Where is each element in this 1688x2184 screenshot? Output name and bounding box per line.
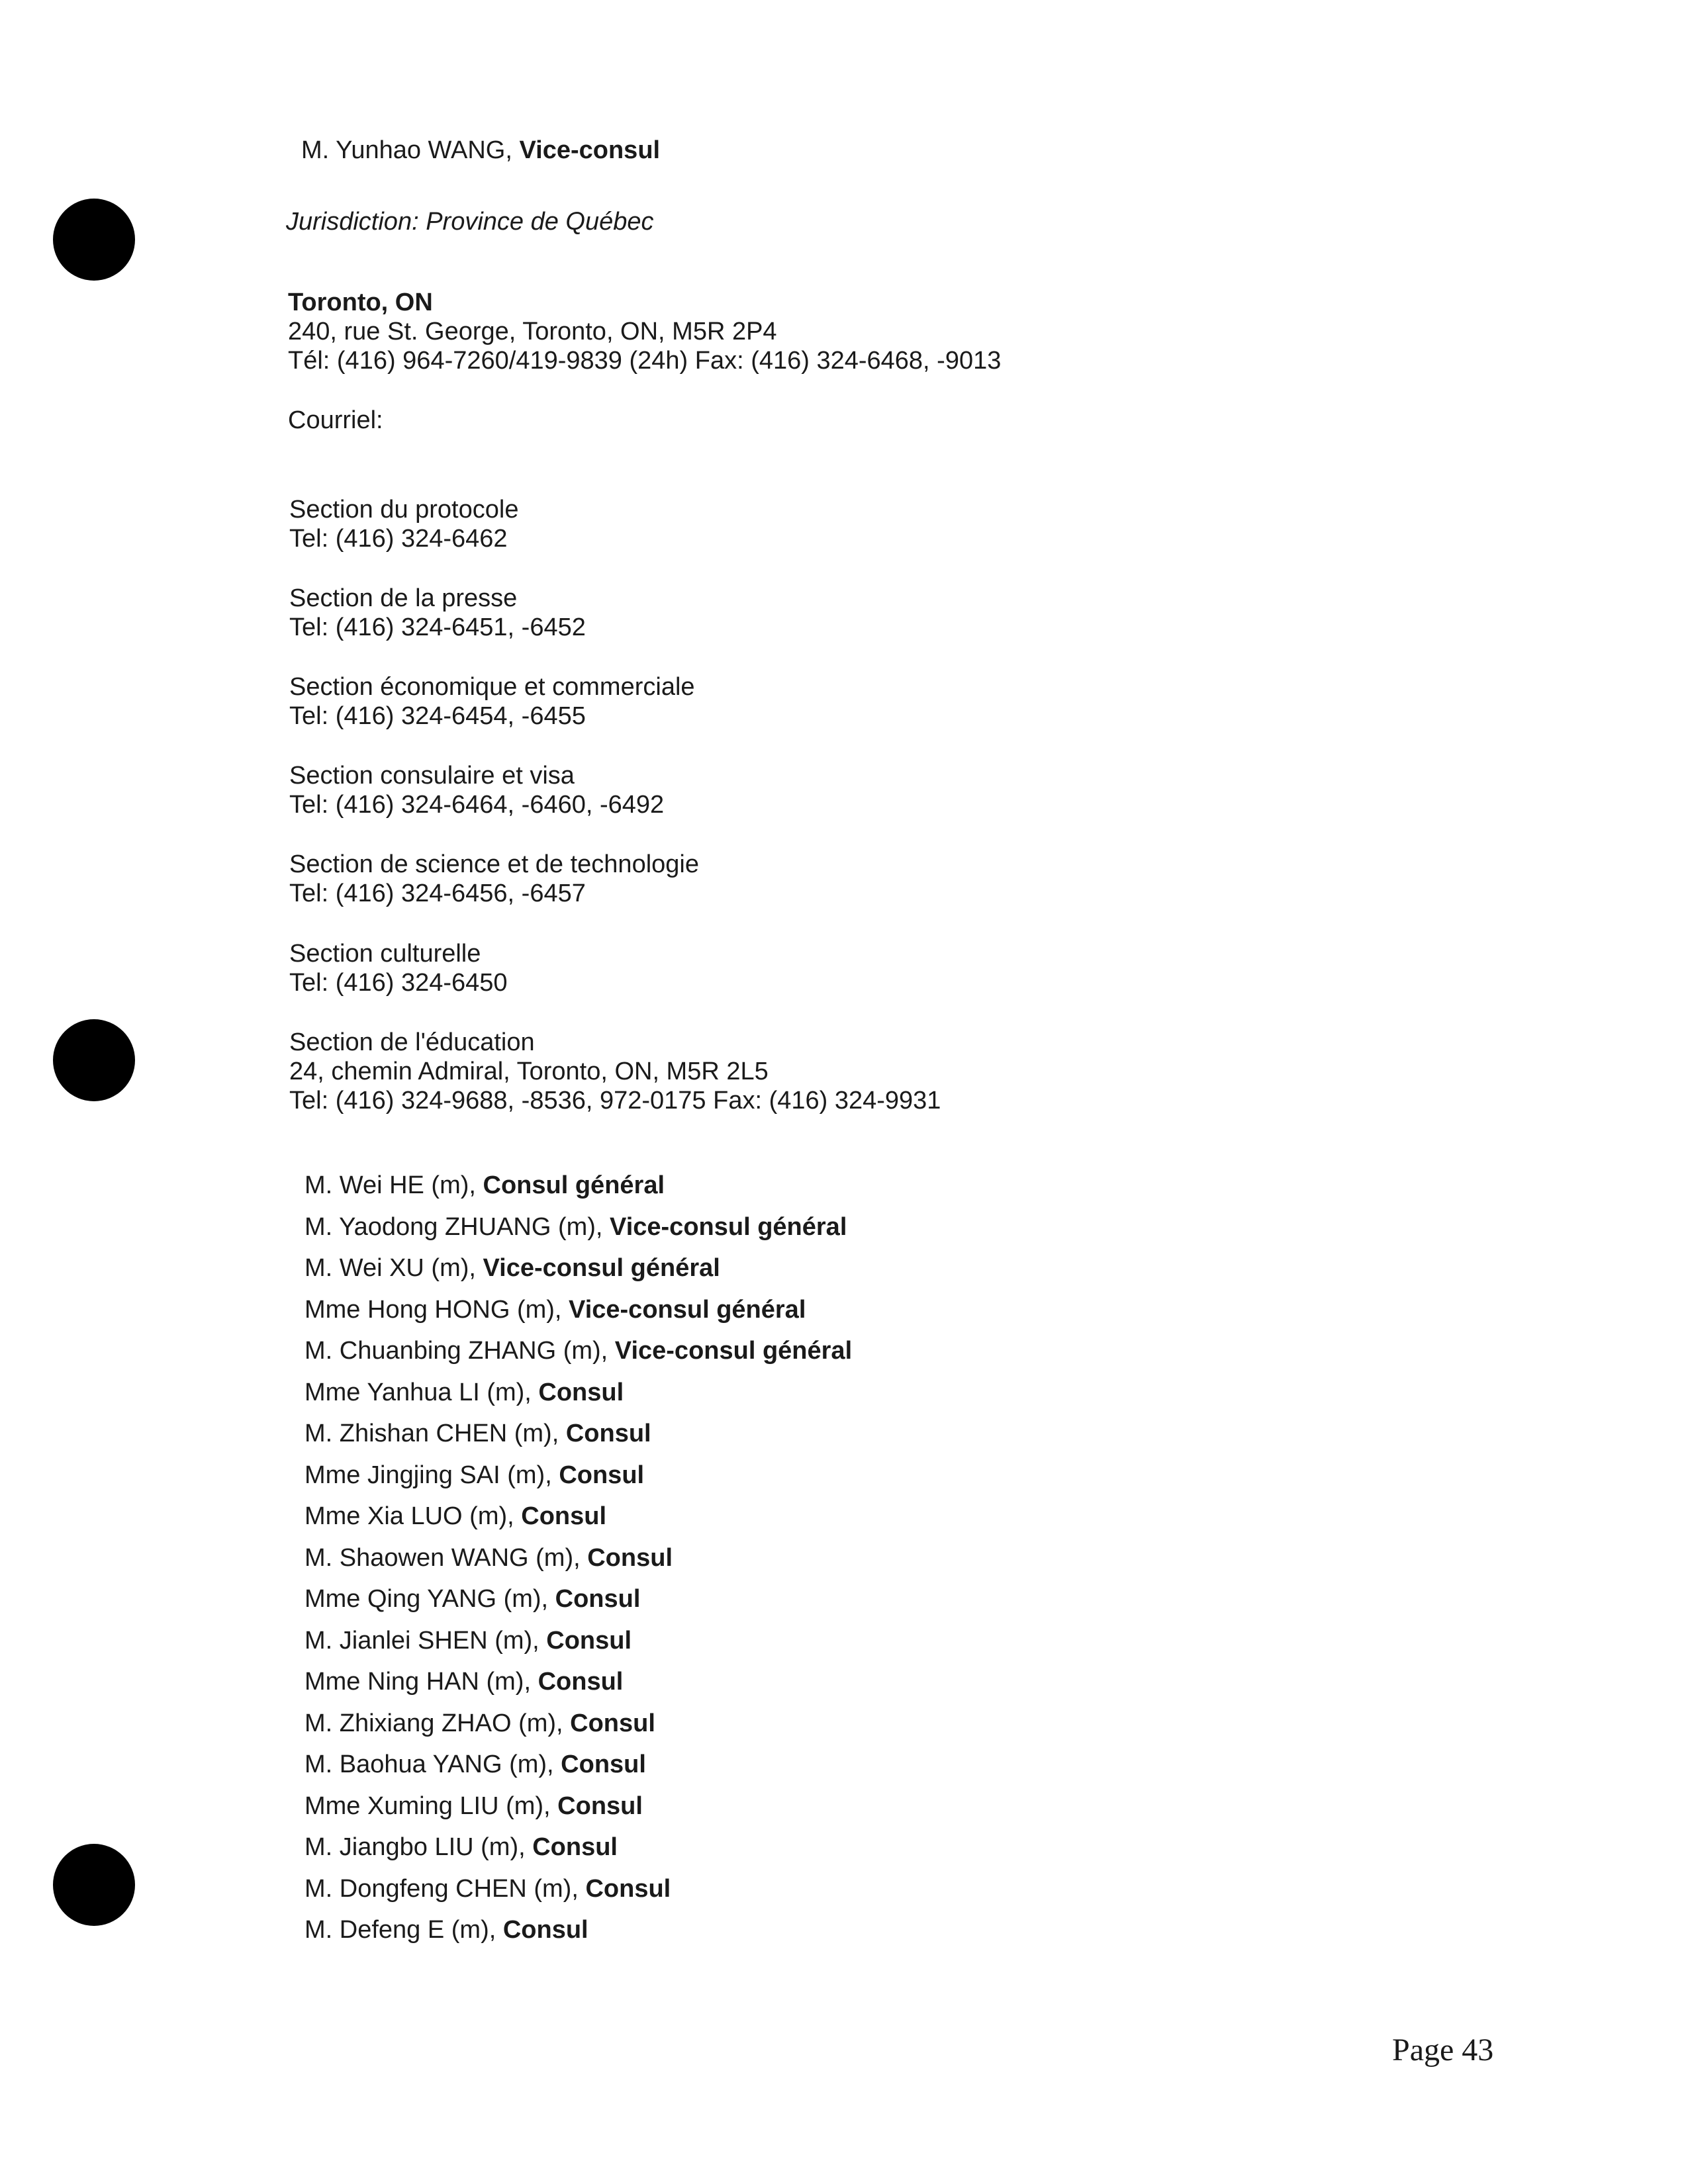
section-name: Section de science et de technologie <box>289 850 699 878</box>
section-name: Section économique et commerciale <box>289 673 695 701</box>
jurisdiction-line: Jurisdiction: Province de Québec <box>286 208 654 236</box>
section-phone: Tel: (416) 324-6451, -6452 <box>289 614 586 641</box>
list-item: M. Baohua YANG (m), Consul <box>305 1751 646 1778</box>
section-phone: Tel: (416) 324-6454, -6455 <box>289 702 586 730</box>
section-name: Section culturelle <box>289 940 481 968</box>
list-item: Mme Xuming LIU (m), Consul <box>305 1792 643 1820</box>
list-item: M. Wei HE (m), Consul général <box>305 1171 665 1199</box>
list-item: Mme Jingjing SAI (m), Consul <box>305 1461 645 1489</box>
list-item: M. Defeng E (m), Consul <box>305 1916 588 1944</box>
office-address: 240, rue St. George, Toronto, ON, M5R 2P4 <box>288 318 777 345</box>
section-phone: Tel: (416) 324-6462 <box>289 525 508 553</box>
section-name: Section du protocole <box>289 496 519 523</box>
list-item: M. Shaowen WANG (m), Consul <box>305 1543 673 1572</box>
top-entry-title: Vice-consul <box>519 136 661 164</box>
staff-list <box>305 1165 852 1951</box>
office-email-label: Courriel: <box>288 406 383 434</box>
section-press <box>289 584 586 642</box>
list-item: M. Zhishan CHEN (m), Consul <box>305 1420 651 1447</box>
section-education <box>289 1028 941 1115</box>
section-phone: Tel: (416) 324-6450 <box>289 969 508 997</box>
section-address: 24, chemin Admiral, Toronto, ON, M5R 2L5 <box>289 1058 769 1085</box>
list-item: M. Wei XU (m), Vice-consul général <box>305 1254 720 1282</box>
list-item: Mme Ning HAN (m), Consul <box>305 1668 624 1696</box>
section-phone: Tel: (416) 324-9688, -8536, 972-0175 Fax: (416) 324-9931 <box>289 1087 941 1115</box>
section-cultural <box>289 939 508 997</box>
office-city: Toronto, ON <box>288 289 433 316</box>
page-number: Page 43 <box>1392 2032 1494 2068</box>
section-name: Section de l'éducation <box>289 1028 535 1056</box>
punch-hole-bottom <box>53 1844 135 1926</box>
list-item: M. Jiangbo LIU (m), Consul <box>305 1833 618 1861</box>
list-item: Mme Qing YANG (m), Consul <box>305 1585 641 1613</box>
list-item: M. Jianlei SHEN (m), Consul <box>305 1626 632 1655</box>
section-name: Section de la presse <box>289 584 518 612</box>
list-item: M. Yaodong ZHUANG (m), Vice-consul général <box>305 1212 847 1241</box>
list-item: M. Chuanbing ZHANG (m), Vice-consul général <box>305 1337 853 1365</box>
top-entry <box>301 136 660 165</box>
list-item: M. Dongfeng CHEN (m), Consul <box>305 1874 671 1903</box>
top-entry-name: M. Yunhao WANG, <box>301 136 520 164</box>
section-protocol <box>289 495 518 553</box>
section-science <box>289 850 699 908</box>
list-item: Mme Xia LUO (m), Consul <box>305 1502 607 1530</box>
section-economic <box>289 672 695 731</box>
list-item: Mme Yanhua LI (m), Consul <box>305 1378 624 1406</box>
punch-hole-top <box>53 199 135 281</box>
section-consular <box>289 761 664 819</box>
section-phone: Tel: (416) 324-6464, -6460, -6492 <box>289 791 665 819</box>
list-item: Mme Hong HONG (m), Vice-consul général <box>305 1295 806 1324</box>
section-name: Section consulaire et visa <box>289 762 575 790</box>
punch-hole-middle <box>53 1019 135 1101</box>
office-phone: Tél: (416) 964-7260/419-9839 (24h) Fax: (416) 324-6468, -9013 <box>288 347 1002 375</box>
section-phone: Tel: (416) 324-6456, -6457 <box>289 880 586 907</box>
list-item: M. Zhixiang ZHAO (m), Consul <box>305 1709 655 1737</box>
